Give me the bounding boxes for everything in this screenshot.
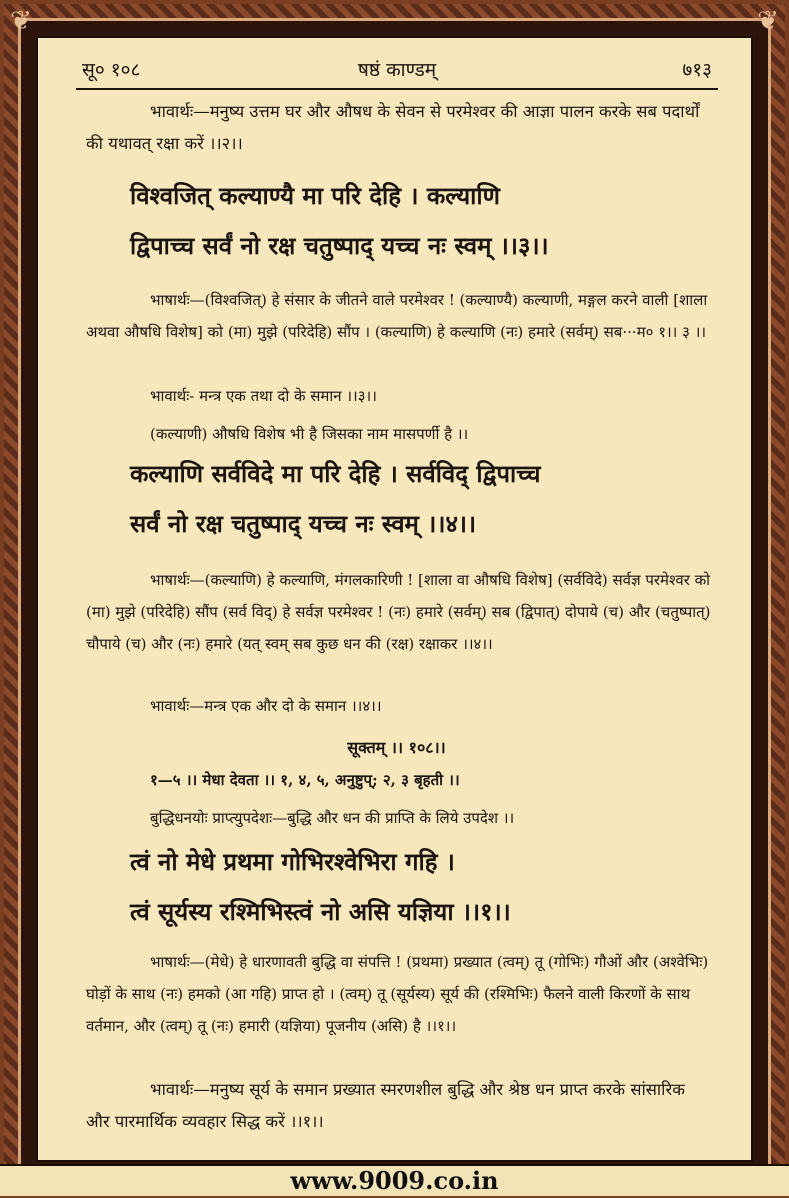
bhashartha-1: भाषार्थः—(मेधे) हे धारणावती बुद्धि वा संपत्ति ! (प्रथमा) प्रख्यात (त्वम्) तू (गोभिः) गौओं और (अश्वेभिः) घोड़ों के साथ (नः) हमको (आ गहि) प्राप्त हो । (त्वम्) तू (सूर्यस्य) सूर्य की (रश्मिभिः) फैलने वाली किरणों के साथ वर्तमान, और (त्वम्) तू (नः) हमारी (यज्ञिया) पूजनीय (असि) है ।।१।। (86, 953, 709, 1035)
page-header (82, 52, 712, 82)
sukta-number: सू० १०८ (82, 59, 141, 81)
mantra-1-line1: त्वं नो मेधे प्रथमा गोभिरश्वेभिरा गहि । (130, 847, 455, 876)
bhavarth-4: भावार्थः—मन्त्र एक और दो के समान ।।४।। (150, 697, 382, 715)
mantra-3-line1: विश्वजित् कल्याण्यै मा परि देहि । कल्याणि (130, 181, 500, 210)
mantra-4-line2: सर्वं नो रक्ष चतुष्पाद् यच्च नः स्वम् ।।४।। (130, 509, 477, 538)
bhashartha-4: भाषार्थः—(कल्याणि) हे कल्याणि, मंगलकारिणी ! [शाला वा औषधि विशेष] (सर्वविदे) सर्वज्ञ परमेश्वर को (मा) मुझे (परिदेहि) सौंप (सर्व विद्) हे सर्वज्ञ परमेश्वर ! (नः) हमारे (सर्वम्) सब (द्विपात्) दोपाये (च) और (चतुष्पात्) चौपाये (च) और (नः) हमारे (यत् स्वम् सब कुछ धन की (रक्ष) रक्षाकर ।।४।। (86, 571, 711, 653)
page-number: ७१३ (682, 59, 712, 81)
topic-line: बुद्धिधनयोः प्राप्त्युपदेशः—बुद्धि और धन की प्राप्ति के लिये उपदेश ।। (150, 809, 515, 827)
mantra-4-line1: कल्याणि सर्वविदे मा परि देहि । सर्वविद् द्विपाच्च (130, 459, 541, 488)
sukta-heading: सूक्तम् ।। १०८।। (347, 738, 446, 757)
bhashartha-3: भाषार्थः—(विश्वजित्) हे संसार के जीतने वाले परमेश्वर ! (कल्याण्यै) कल्याणी, मङ्गल करने वाली [शाला अथवा औषधि विशेष] को (मा) मुझे (परिदेहि) सौंप । (कल्याणि) हे कल्याणि (नः) हमारे (सर्वम्) सब···म० १।। ३ ।। (86, 291, 708, 341)
website-footer: www.9009.co.in (0, 1164, 789, 1196)
devata-line: १—५ ।। मेधा देवता ।। १, ४, ५, अनुष्टुप्; २, ३ बृहती ।। (150, 771, 460, 789)
kanda-title: षष्ठं काण्डम् (357, 59, 437, 81)
page (36, 36, 753, 1162)
mantra-1-line2: त्वं सूर्यस्य रश्मिभिस्त्वं नो असि यज्ञिया ।।१।। (130, 897, 511, 926)
bhavarth-2: भावार्थः—मनुष्य उत्तम घर और औषध के सेवन से परमेश्वर की आज्ञा पालन करके सब पदार्थों की यथावत् रक्षा करें ।।२।। (86, 102, 700, 153)
mantra-3-line2: द्विपाच्च सर्वं नो रक्ष चतुष्पाद् यच्च नः स्वम् ।।३।। (130, 231, 549, 260)
corner-ornament-icon: ❦ (757, 6, 779, 36)
bhavarth-3: भावार्थः- मन्त्र एक तथा दो के समान ।।३।। (150, 387, 377, 405)
bhavarth-1: भावार्थः—मनुष्य सूर्य के समान प्रख्यात स्मरणशील बुद्धि और श्रेष्ठ धन प्राप्त करके सांसारिक और पारमार्थिक व्यवहार सिद्ध करें ।।१।। (86, 1080, 685, 1131)
corner-ornament-icon: ❦ (10, 6, 32, 36)
header-rule (76, 88, 718, 90)
note-kalyani: (कल्याणी) औषधि विशेष भी है जिसका नाम मासपर्णी है ।। (150, 425, 469, 443)
